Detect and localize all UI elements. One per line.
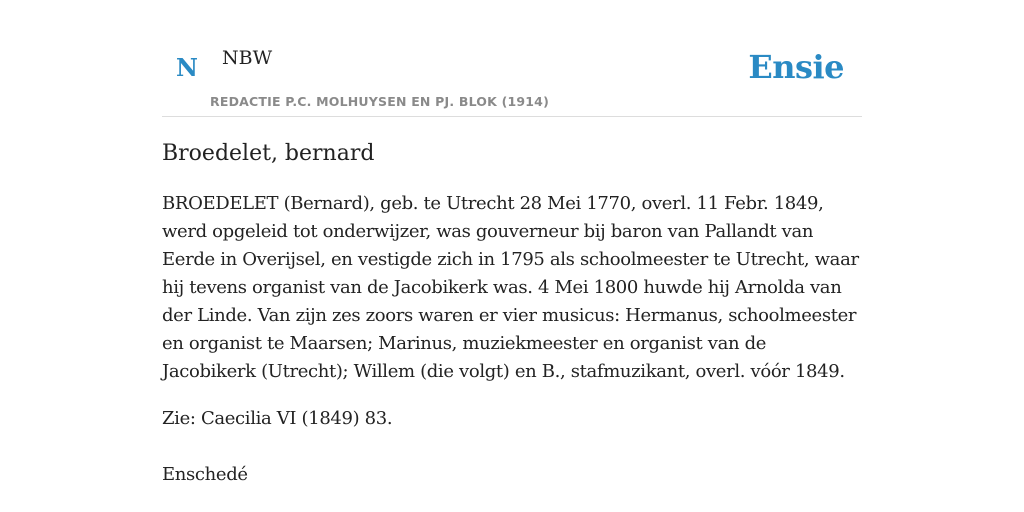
ensie-logo[interactable]: Ensie bbox=[748, 48, 844, 86]
entry-reference: Zie: Caecilia VI (1849) 83. bbox=[162, 408, 393, 429]
entry-author: Enschedé bbox=[162, 464, 248, 485]
source-editors: REDACTIE P.C. MOLHUYSEN EN PJ. BLOK (1914) bbox=[210, 94, 549, 109]
source-logo[interactable]: N bbox=[176, 53, 198, 82]
entry-title: Broedelet, bernard bbox=[162, 141, 375, 166]
source-name[interactable]: NBW bbox=[222, 47, 273, 69]
page-header bbox=[162, 0, 862, 117]
entry-content bbox=[162, 138, 862, 489]
entry-body: BROEDELET (Bernard), geb. te Utrecht 28 Mei 1770, overl. 11 Febr. 1849, werd opgeleid tot onderwijzer, was gouverneur bij baron van Pallandt van Eerde in Overijsel, en vestigde zich in 1795 als schoolmeester te Utrecht, waar hij tevens organist van de Jacobikerk was. 4 Mei 1800 huwde hij Arnolda van der Linde. Van zijn zes zoors waren er vier musicus: Hermanus, schoolmeester en organist te Maarsen; Marinus, muziekmeester en organist van de Jacobikerk (Utrecht); Willem (die volgt) en B., stafmuzikant, overl. vóór 1849. bbox=[162, 193, 859, 382]
